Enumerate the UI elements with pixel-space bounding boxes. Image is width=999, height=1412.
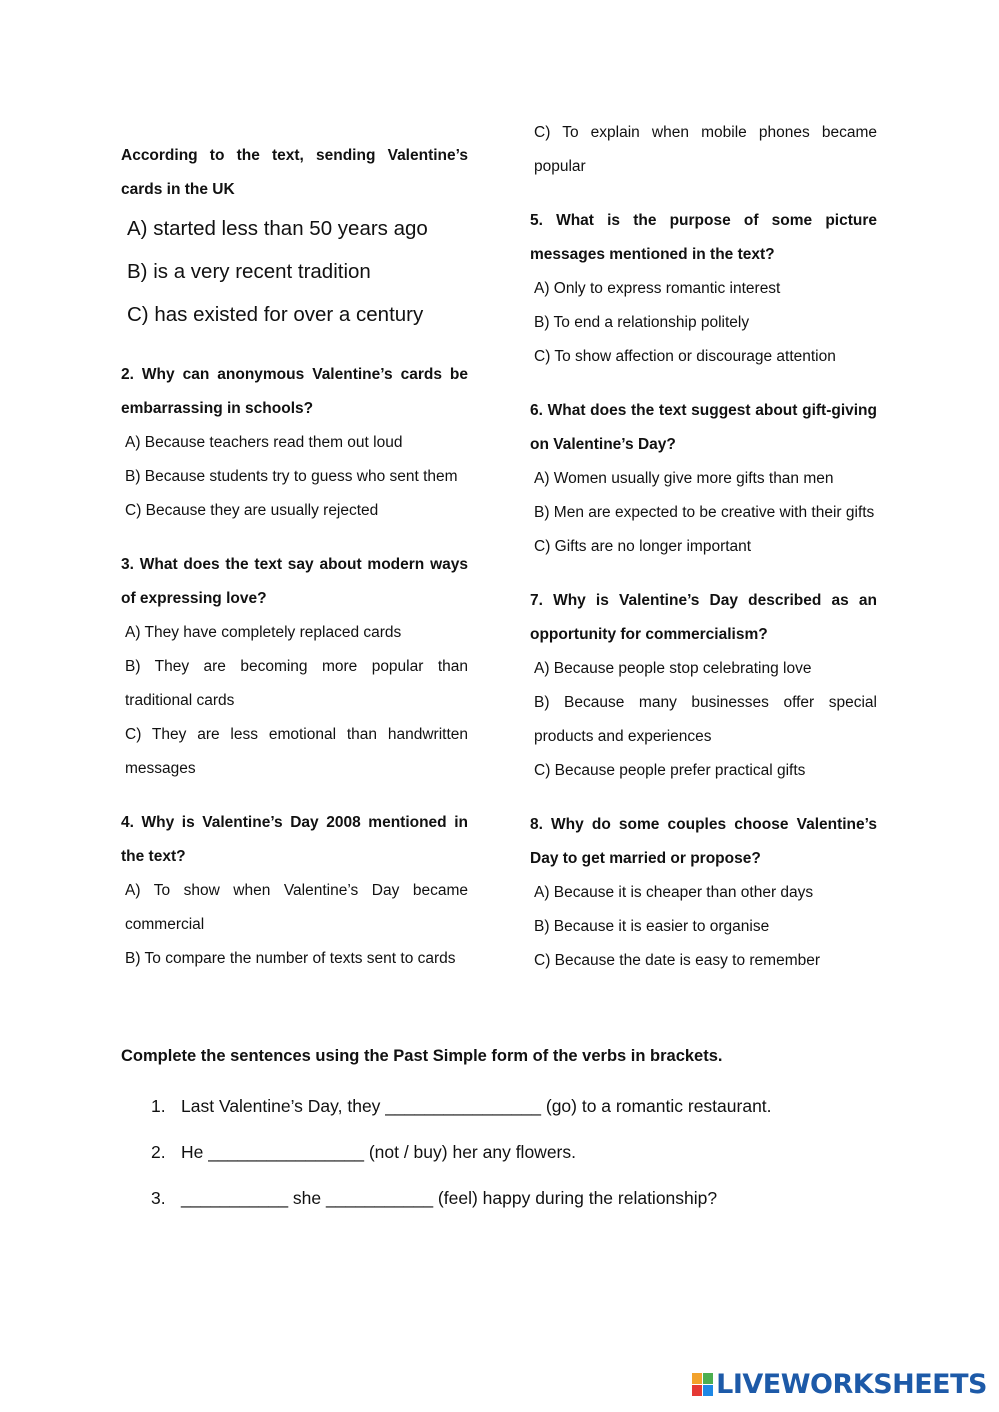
question-2 <box>121 358 468 528</box>
question-4-continued <box>530 116 877 184</box>
question-8-text: 8. Why do some couples choose Valentine’s Day to get married or propose? <box>530 816 877 867</box>
question-4-option-b: B) To compare the number of texts sent to cards <box>125 950 456 967</box>
question-6-text: 6. What does the text suggest about gift-giving on Valentine’s Day? <box>530 402 877 453</box>
question-4-option-c: C) To explain when mobile phones became popular <box>534 124 877 175</box>
brand-name: LIVEWORKSHEETS <box>716 1369 987 1400</box>
question-1 <box>121 139 468 336</box>
question-6 <box>530 394 877 564</box>
right-column <box>530 116 877 998</box>
grammar-item-text: He ________________ (not / buy) her any flowers. <box>181 1142 576 1162</box>
question-2-option-c: C) Because they are usually rejected <box>125 502 379 519</box>
question-4-text: 4. Why is Valentine’s Day 2008 mentioned in the text? <box>121 814 468 865</box>
question-5-option-a: A) Only to express romantic interest <box>534 280 781 297</box>
question-6-option-a: A) Women usually give more gifts than men <box>534 470 834 487</box>
liveworksheets-logo-icon <box>692 1373 714 1397</box>
grammar-item-text: ___________ she ___________ (feel) happy during the relationship? <box>181 1188 718 1208</box>
question-5-option-b: B) To end a relationship politely <box>534 314 750 331</box>
question-7 <box>530 584 877 788</box>
question-6-option-c: C) Gifts are no longer important <box>534 538 752 555</box>
question-7-option-a: A) Because people stop celebrating love <box>534 660 812 677</box>
grammar-item-1 <box>121 1094 881 1118</box>
question-7-text: 7. Why is Valentine’s Day described as an opportunity for commercialism? <box>530 592 877 643</box>
question-5-option-c: C) To show affection or discourage attention <box>534 348 836 365</box>
question-1-option-c: C) has existed for over a century <box>127 303 424 326</box>
question-5-text: 5. What is the purpose of some picture messages mentioned in the text? <box>530 212 877 263</box>
question-2-text: 2. Why can anonymous Valentine’s cards be embarrassing in schools? <box>121 366 468 417</box>
grammar-item-number: 3. <box>151 1188 166 1208</box>
question-5 <box>530 204 877 374</box>
question-8-option-c: C) Because the date is easy to remember <box>534 952 821 969</box>
question-2-option-a: A) Because teachers read them out loud <box>125 434 403 451</box>
grammar-item-number: 2. <box>151 1142 166 1162</box>
grammar-instruction: Complete the sentences using the Past Simple form of the verbs in brackets. <box>121 1047 723 1065</box>
question-1-text: According to the text, sending Valentine’s cards in the UK <box>121 147 468 198</box>
question-7-option-b: B) Because many businesses offer special products and experiences <box>534 694 877 745</box>
question-4 <box>121 806 468 976</box>
question-7-option-c: C) Because people prefer practical gifts <box>534 762 806 779</box>
question-3-option-b: B) They are becoming more popular than traditional cards <box>125 658 468 709</box>
question-6-option-b: B) Men are expected to be creative with their gifts <box>534 504 875 521</box>
question-3-option-a: A) They have completely replaced cards <box>125 624 402 641</box>
question-1-option-a: A) started less than 50 years ago <box>127 217 428 240</box>
question-8 <box>530 808 877 978</box>
liveworksheets-brand <box>692 1369 987 1400</box>
question-1-option-b: B) is a very recent tradition <box>127 260 371 283</box>
grammar-item-text: Last Valentine’s Day, they ________________ (go) to a romantic restaurant. <box>181 1096 772 1116</box>
question-8-option-b: B) Because it is easier to organise <box>534 918 770 935</box>
grammar-item-number: 1. <box>151 1096 166 1116</box>
question-4-option-a: A) To show when Valentine’s Day became commercial <box>125 882 468 933</box>
grammar-section <box>121 1040 881 1232</box>
grammar-list <box>121 1094 881 1210</box>
grammar-item-3 <box>121 1186 881 1210</box>
question-3-text: 3. What does the text say about modern ways of expressing love? <box>121 556 468 607</box>
question-3 <box>121 548 468 786</box>
question-2-option-b: B) Because students try to guess who sent them <box>125 468 458 485</box>
left-column <box>121 139 468 996</box>
question-8-option-a: A) Because it is cheaper than other days <box>534 884 814 901</box>
question-3-option-c: C) They are less emotional than handwritten messages <box>125 726 468 777</box>
grammar-item-2 <box>121 1140 881 1164</box>
